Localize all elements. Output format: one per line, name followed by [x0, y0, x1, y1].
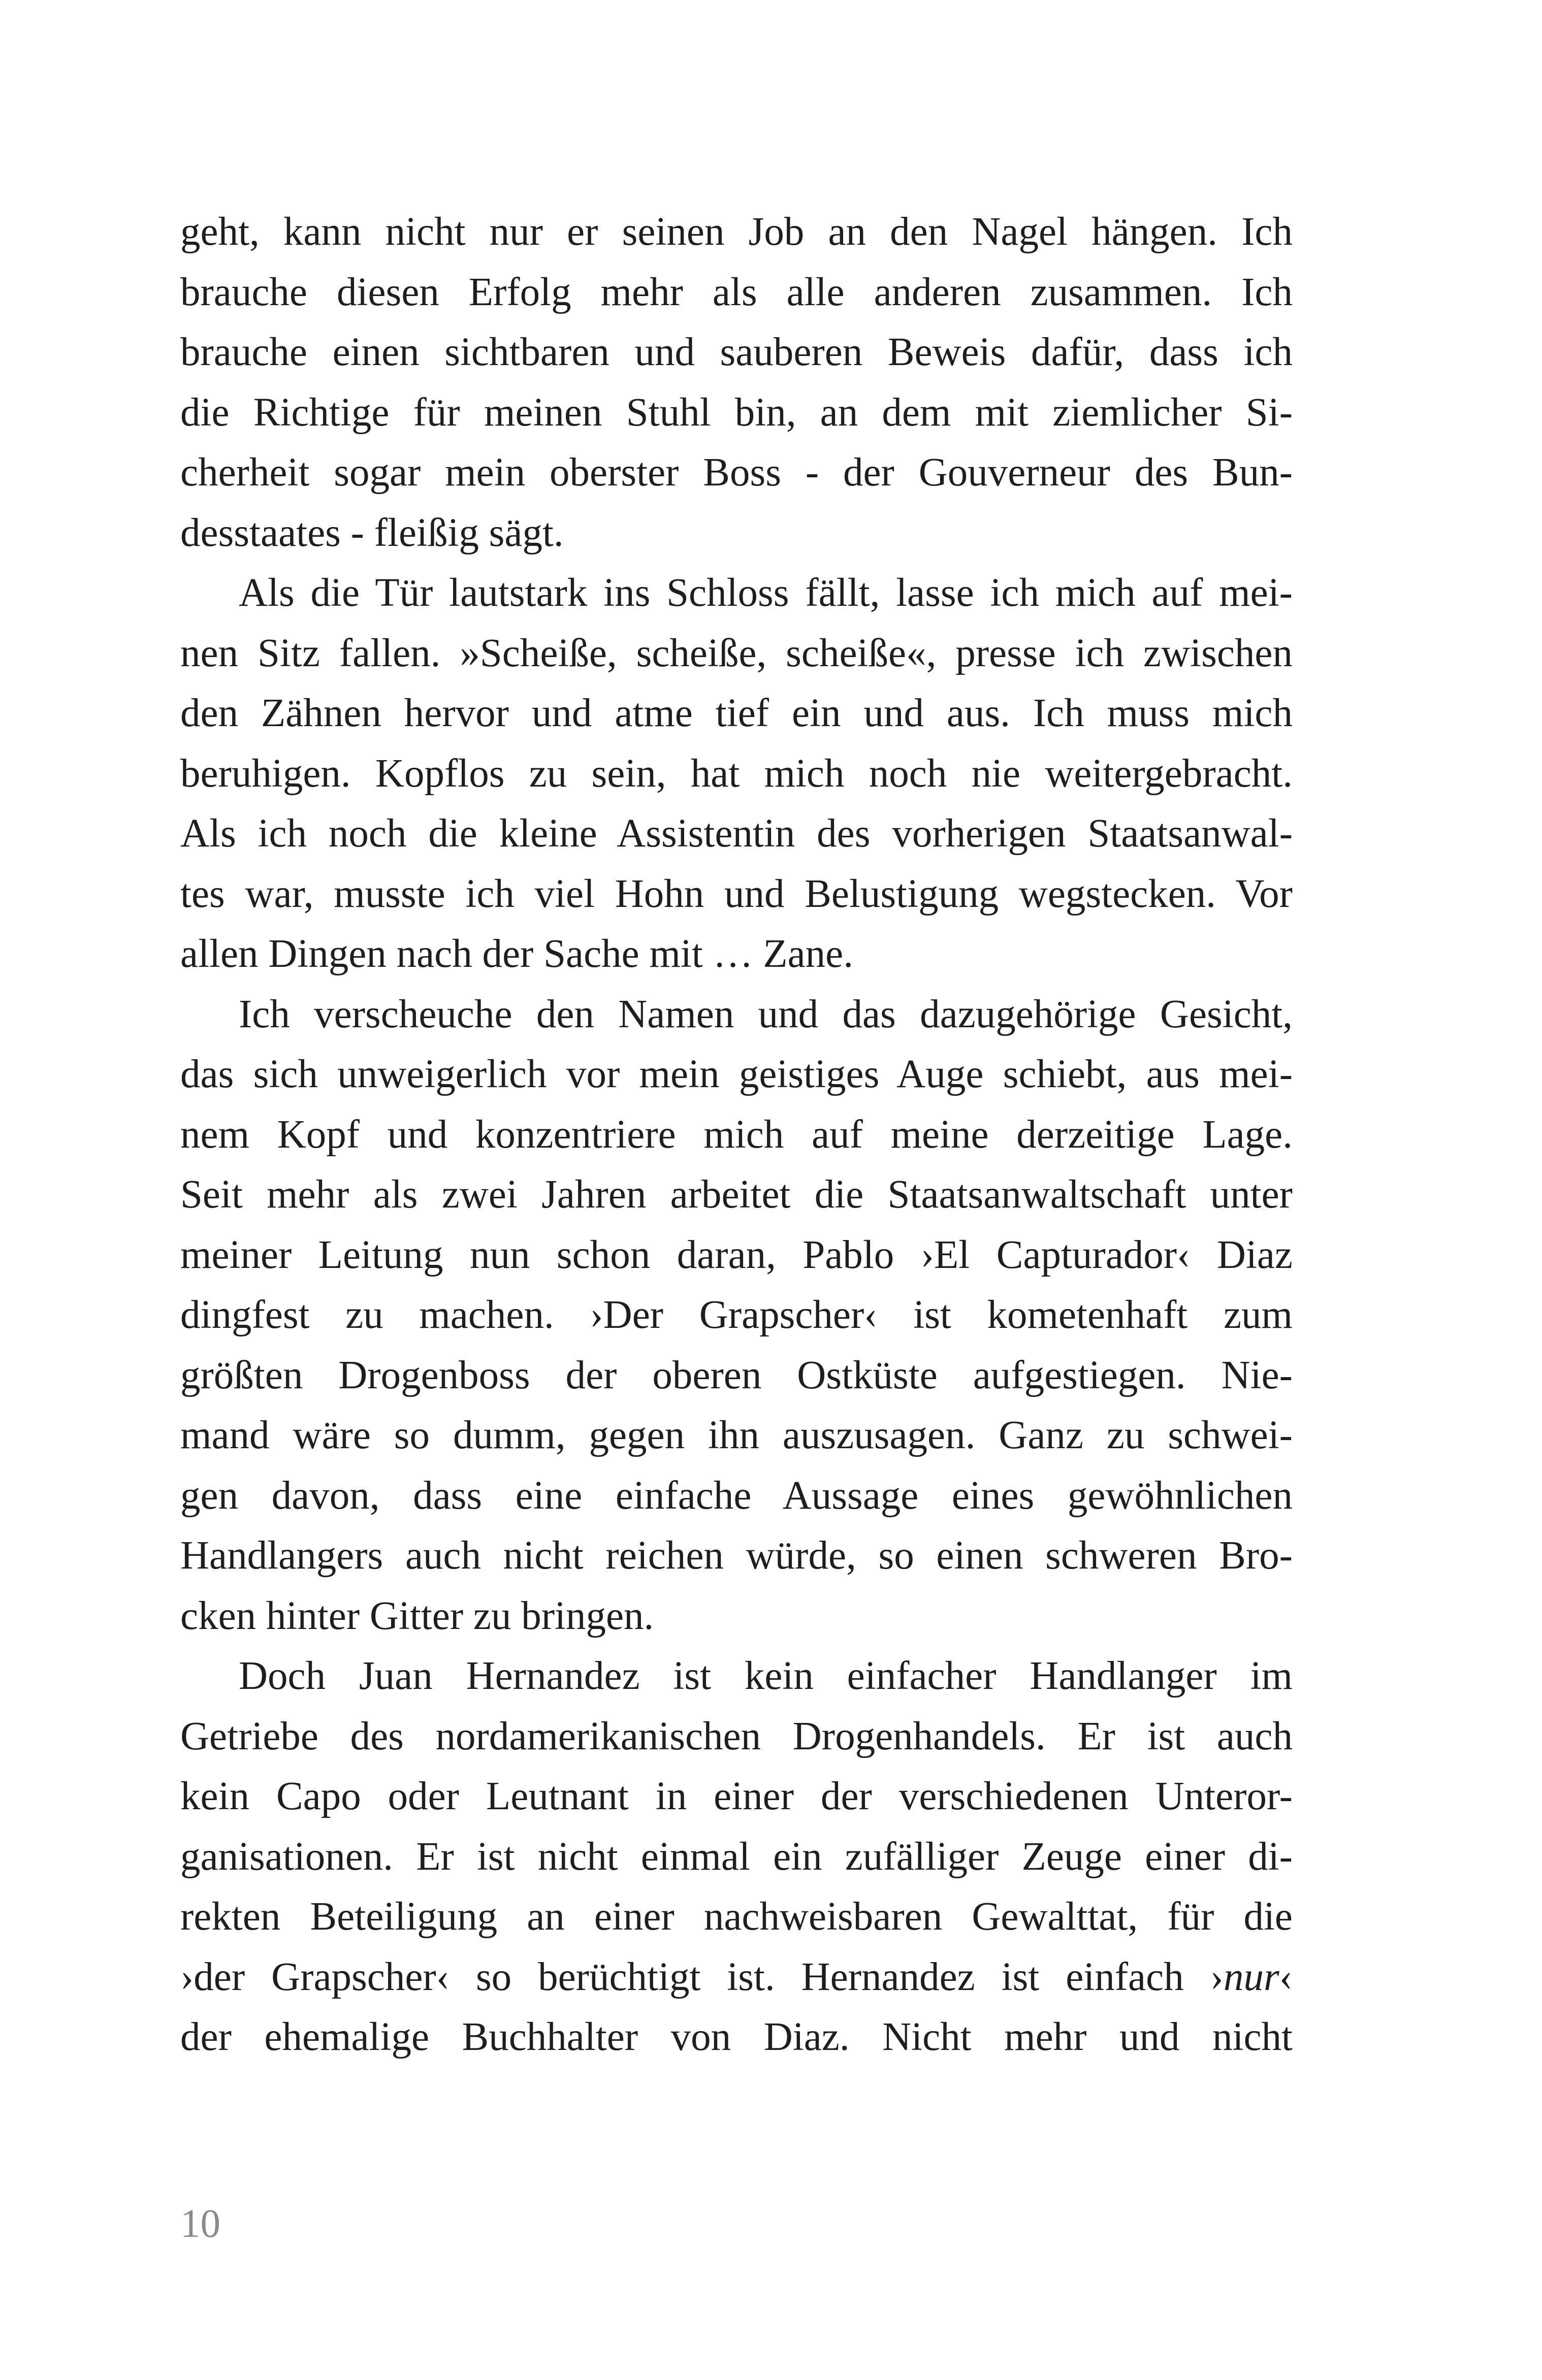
- text-line: cken hinter Gitter zu bringen.: [180, 1593, 654, 1638]
- text-line: größten Drogenboss der oberen Ostküste aufgestiegen. Nie-: [180, 1353, 1293, 1397]
- text-line: den Zähnen hervor und atme tief ein und aus. Ich muss mich: [180, 691, 1293, 735]
- paragraph-1: [180, 202, 1293, 563]
- page-number: 10: [180, 2202, 220, 2246]
- text-line: brauche diesen Erfolg mehr als alle anderen zusammen. Ich: [180, 270, 1293, 314]
- text-line: tes war, musste ich viel Hohn und Belustigung wegstecken. Vor: [180, 871, 1293, 916]
- text-line: ganisationen. Er ist nicht einmal ein zufälliger Zeuge einer di-: [180, 1834, 1293, 1879]
- paragraph-4: [180, 1646, 1293, 2068]
- text-line: gen davon, dass eine einfache Aussage eines gewöhnlichen: [180, 1473, 1293, 1518]
- text-line: Doch Juan Hernandez ist kein einfacher Handlanger im: [239, 1654, 1293, 1698]
- text-line: mand wäre so dumm, gegen ihn auszusagen. Ganz zu schwei-: [180, 1413, 1293, 1457]
- paragraph-2: [180, 563, 1293, 985]
- text-line: cherheit sogar mein oberster Boss - der Gouverneur des Bun-: [180, 450, 1293, 495]
- text-line: Seit mehr als zwei Jahren arbeitet die Staatsanwaltschaft unter: [180, 1172, 1293, 1217]
- text-line: die Richtige für meinen Stuhl bin, an dem mit ziemlicher Si-: [180, 390, 1293, 435]
- text-line: kein Capo oder Leutnant in einer der verschiedenen Unteror-: [180, 1774, 1293, 1818]
- text-line: rekten Beteiligung an einer nachweisbaren Gewalttat, für die: [180, 1895, 1293, 1939]
- text-line: Handlangers auch nicht reichen würde, so einen schweren Bro-: [180, 1534, 1293, 1578]
- text-line: Getriebe des nordamerikanischen Drogenhandels. Er ist auch: [180, 1714, 1293, 1758]
- text-line: allen Dingen nach der Sache mit … Zane.: [180, 932, 853, 976]
- text-line: Als die Tür lautstark ins Schloss fällt, lasse ich mich auf mei-: [239, 571, 1293, 615]
- text-line: beruhigen. Kopflos zu sein, hat mich noch nie weitergebracht.: [180, 751, 1293, 796]
- closing-quote: ‹: [1279, 1954, 1293, 1999]
- text-line: brauche einen sichtbaren und sauberen Beweis dafür, dass ich: [180, 330, 1293, 374]
- text-line: meiner Leitung nun schon daran, Pablo ›El Capturador‹ Diaz: [180, 1232, 1293, 1277]
- text-line-with-emphasis: [180, 1947, 1293, 2008]
- text-line: nem Kopf und konzentriere mich auf meine derzeitige Lage.: [180, 1112, 1293, 1157]
- text-line: das sich unweigerlich vor mein geistiges Auge schiebt, aus mei-: [180, 1052, 1293, 1096]
- emphasized-word: nur: [1223, 1954, 1279, 1999]
- text-line-start: ›der Grapscher‹ so berüchtigt ist. Hernandez ist einfach ›: [180, 1954, 1224, 1999]
- text-line: Als ich noch die kleine Assistentin des vorherigen Staatsanwal-: [180, 811, 1293, 856]
- paragraph-3: [180, 985, 1293, 1647]
- text-line: der ehemalige Buchhalter von Diaz. Nicht mehr und nicht: [180, 2015, 1293, 2059]
- text-line: geht, kann nicht nur er seinen Job an den Nagel hängen. Ich: [180, 210, 1293, 254]
- body-text: [180, 202, 1293, 2068]
- text-line: dingfest zu machen. ›Der Grapscher‹ ist kometenhaft zum: [180, 1293, 1293, 1337]
- text-line: nen Sitz fallen. »Scheiße, scheiße, scheiße«, presse ich zwischen: [180, 631, 1293, 675]
- text-line: desstaates - fleißig sägt.: [180, 510, 564, 555]
- text-line: Ich verscheuche den Namen und das dazugehörige Gesicht,: [239, 992, 1293, 1036]
